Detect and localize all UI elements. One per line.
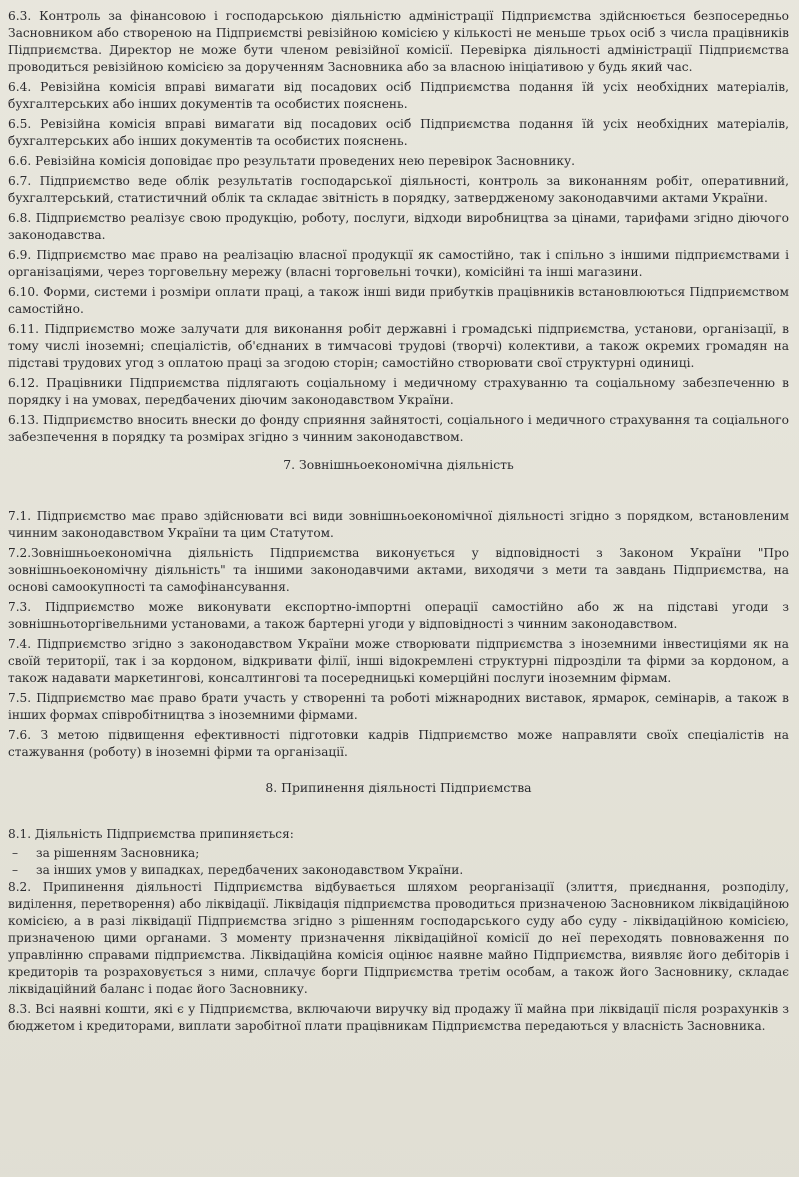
paragraph-6-3: 6.3. Контроль за фінансовою і господарською діяльністю адміністрації Підприємства здійснюється безпосередньо Засновником або створеною на Підприємстві ревізійною комісією у кількості не меньше трьох осіб з числа працівників Підприємства. Директор не може бути членом ревізійної комісії. Перевірка діяльності адміністрації Підприємства проводиться ревізійною комісією за дорученням Засновника або за власною ініціативою у будь який час.	[8, 9, 789, 74]
paragraph-6-8: 6.8. Підприємство реалізує свою продукцію, роботу, послуги, відходи виробництва за цінами, тарифами згідно діючого законодавства.	[8, 211, 789, 242]
section-6-content	[8, 8, 789, 446]
paragraph-7-5: 7.5. Підприємство має право брати участь у створенні та роботі міжнародних виставок, ярмарок, семінарів, а також в інших формах співробітництва з іноземними фірмами.	[8, 691, 789, 722]
paragraph-6-10: 6.10. Форми, системи і розміри оплати праці, а також інші види прибутків працівників встановлюються Підприємством самостійно.	[8, 285, 789, 316]
paragraph-6-6: 6.6. Ревізійна комісія доповідає про результати проведених нею перевірок Засновнику.	[8, 154, 575, 168]
paragraph-6-12: 6.12. Працівники Підприємства підлягають соціальному і медичному страхуванню та соціальному забезпеченню в порядку і на умовах, передбачених діючим законодавством України.	[8, 376, 789, 407]
paragraph-6-13: 6.13. Підприємство вносить внески до фонду сприяння зайнятості, соціального і медичного страхування та соціального забезпечення в порядку та розмірах згідно з чинним законодавством.	[8, 413, 789, 444]
paragraph-7-3: 7.3. Підприємство може виконувати експортно-імпортні операції самостійно або ж на підставі угоди з зовнішньоторгівельними установами, а також бартерні угоди у відповідності з чинним законодавством.	[8, 600, 789, 631]
paragraph-7-6: 7.6. З метою підвищення ефективності підготовки кадрів Підприємство може направляти своїх спеціалістів на стажування (роботу) в іноземні фірми та організації.	[8, 728, 789, 759]
paragraph-7-4: 7.4. Підприємство згідно з законодавством України може створювати підприємства з іноземними інвестиціями як на своїй території, так і за кордоном, відкривати філії, інші відокремлені структурні підрозділи та фірми за кордоном, а також надавати маркетингові, консалтингові та посередницькі комерційні послуги іноземним фірмам.	[8, 637, 789, 685]
termination-condition-item: – за інших умов у випадках, передбачених законодавством України.	[8, 862, 789, 879]
paragraph-6-5: 6.5. Ревізійна комісія вправі вимагати від посадових осіб Підприємства подання їй усіх необхідних матеріалів, бухгалтерських або інших документів та особистих пояснень.	[8, 117, 789, 148]
termination-condition-item: – за рішенням Засновника;	[8, 845, 789, 862]
paragraph-6-7: 6.7. Підприємство веде облік результатів господарської діяльності, контроль за виконанням робіт, оперативний, бухгалтерський, статистичний облік та складає звітність в порядку, затвердженому законодавчими актами України.	[8, 174, 789, 205]
paragraph-6-9: 6.9. Підприємство має право на реалізацію власної продукції як самостійно, так і спільно з іншими підприємствами і організаціями, через торговельну мережу (власні торговельні точки), комісійні та інші магазини.	[8, 248, 789, 279]
section-7-content	[8, 508, 789, 761]
section-8-content	[8, 826, 789, 1035]
paragraph-8-2: 8.2. Припинення діяльності Підприємства відбувається шляхом реорганізації (злиття, приєднання, розподілу, виділення, перетворення) або ліквідації. Ліквідація підприємства проводиться призначеною Засновником ліквідаційною комісією, а в разі ліквідації Підприємства згідно з рішенням господарського суду або суду - ліквідаційною комісією, призначеною цими органами. З моменту призначення ліквідаційної комісії до неї переходять повноваження по управлінню справами підприємства. Ліквідаційна комісія оцінює наявне майно Підприємства, виявляє його дебіторів і кредиторів та розраховується з ними, сплачує борги Підприємства третім особам, а також його Засновнику, складає ліквідаційний баланс і подає його Засновнику.	[8, 880, 789, 996]
paragraph-7-1: 7.1. Підприємство має право здійснювати всі види зовнішньоекономічної діяльності згідно з порядком, встановленим чинним законодавством України та цим Статутом.	[8, 509, 789, 540]
paragraph-7-2: 7.2.Зовнішньоекономічна діяльність Підприємства виконується у відповідності з Законом України "Про зовнішньоекономічну діяльність" та іншими законодавчими актами, виходячи з мети та завдань Підприємства, на основі самоокупності та самофінансування.	[8, 546, 789, 594]
paragraph-6-4: 6.4. Ревізійна комісія вправі вимагати від посадових осіб Підприємства подання їй усіх необхідних матеріалів, бухгалтерських або інших документів та особистих пояснень.	[8, 80, 789, 111]
paragraph-8-1: 8.1. Діяльність Підприємства припиняється:	[8, 827, 294, 841]
termination-conditions-list	[8, 845, 789, 879]
paragraph-6-11: 6.11. Підприємство може залучати для виконання робіт державні і громадські підприємства, установи, організації, в тому числі іноземні; спеціалістів, об'єднаних в тимчасові трудові (творчі) колективи, а також окремих громадян на підставі трудових угод з оплатою праці за згодою сторін; самостійно створювати свої структурні одиниці.	[8, 322, 789, 370]
section-8-heading: 8. Припинення діяльності Підприємства	[265, 780, 532, 795]
section-7-heading: 7. Зовнішньоекономічна діяльність	[283, 457, 514, 472]
paragraph-8-3: 8.3. Всі наявні кошти, які є у Підприємства, включаючи виручку від продажу її майна при ліквідації після розрахунків з бюджетом і кредиторами, виплати заробітної плати працівникам Підприємства передаються у власність Засновника.	[8, 1002, 789, 1033]
